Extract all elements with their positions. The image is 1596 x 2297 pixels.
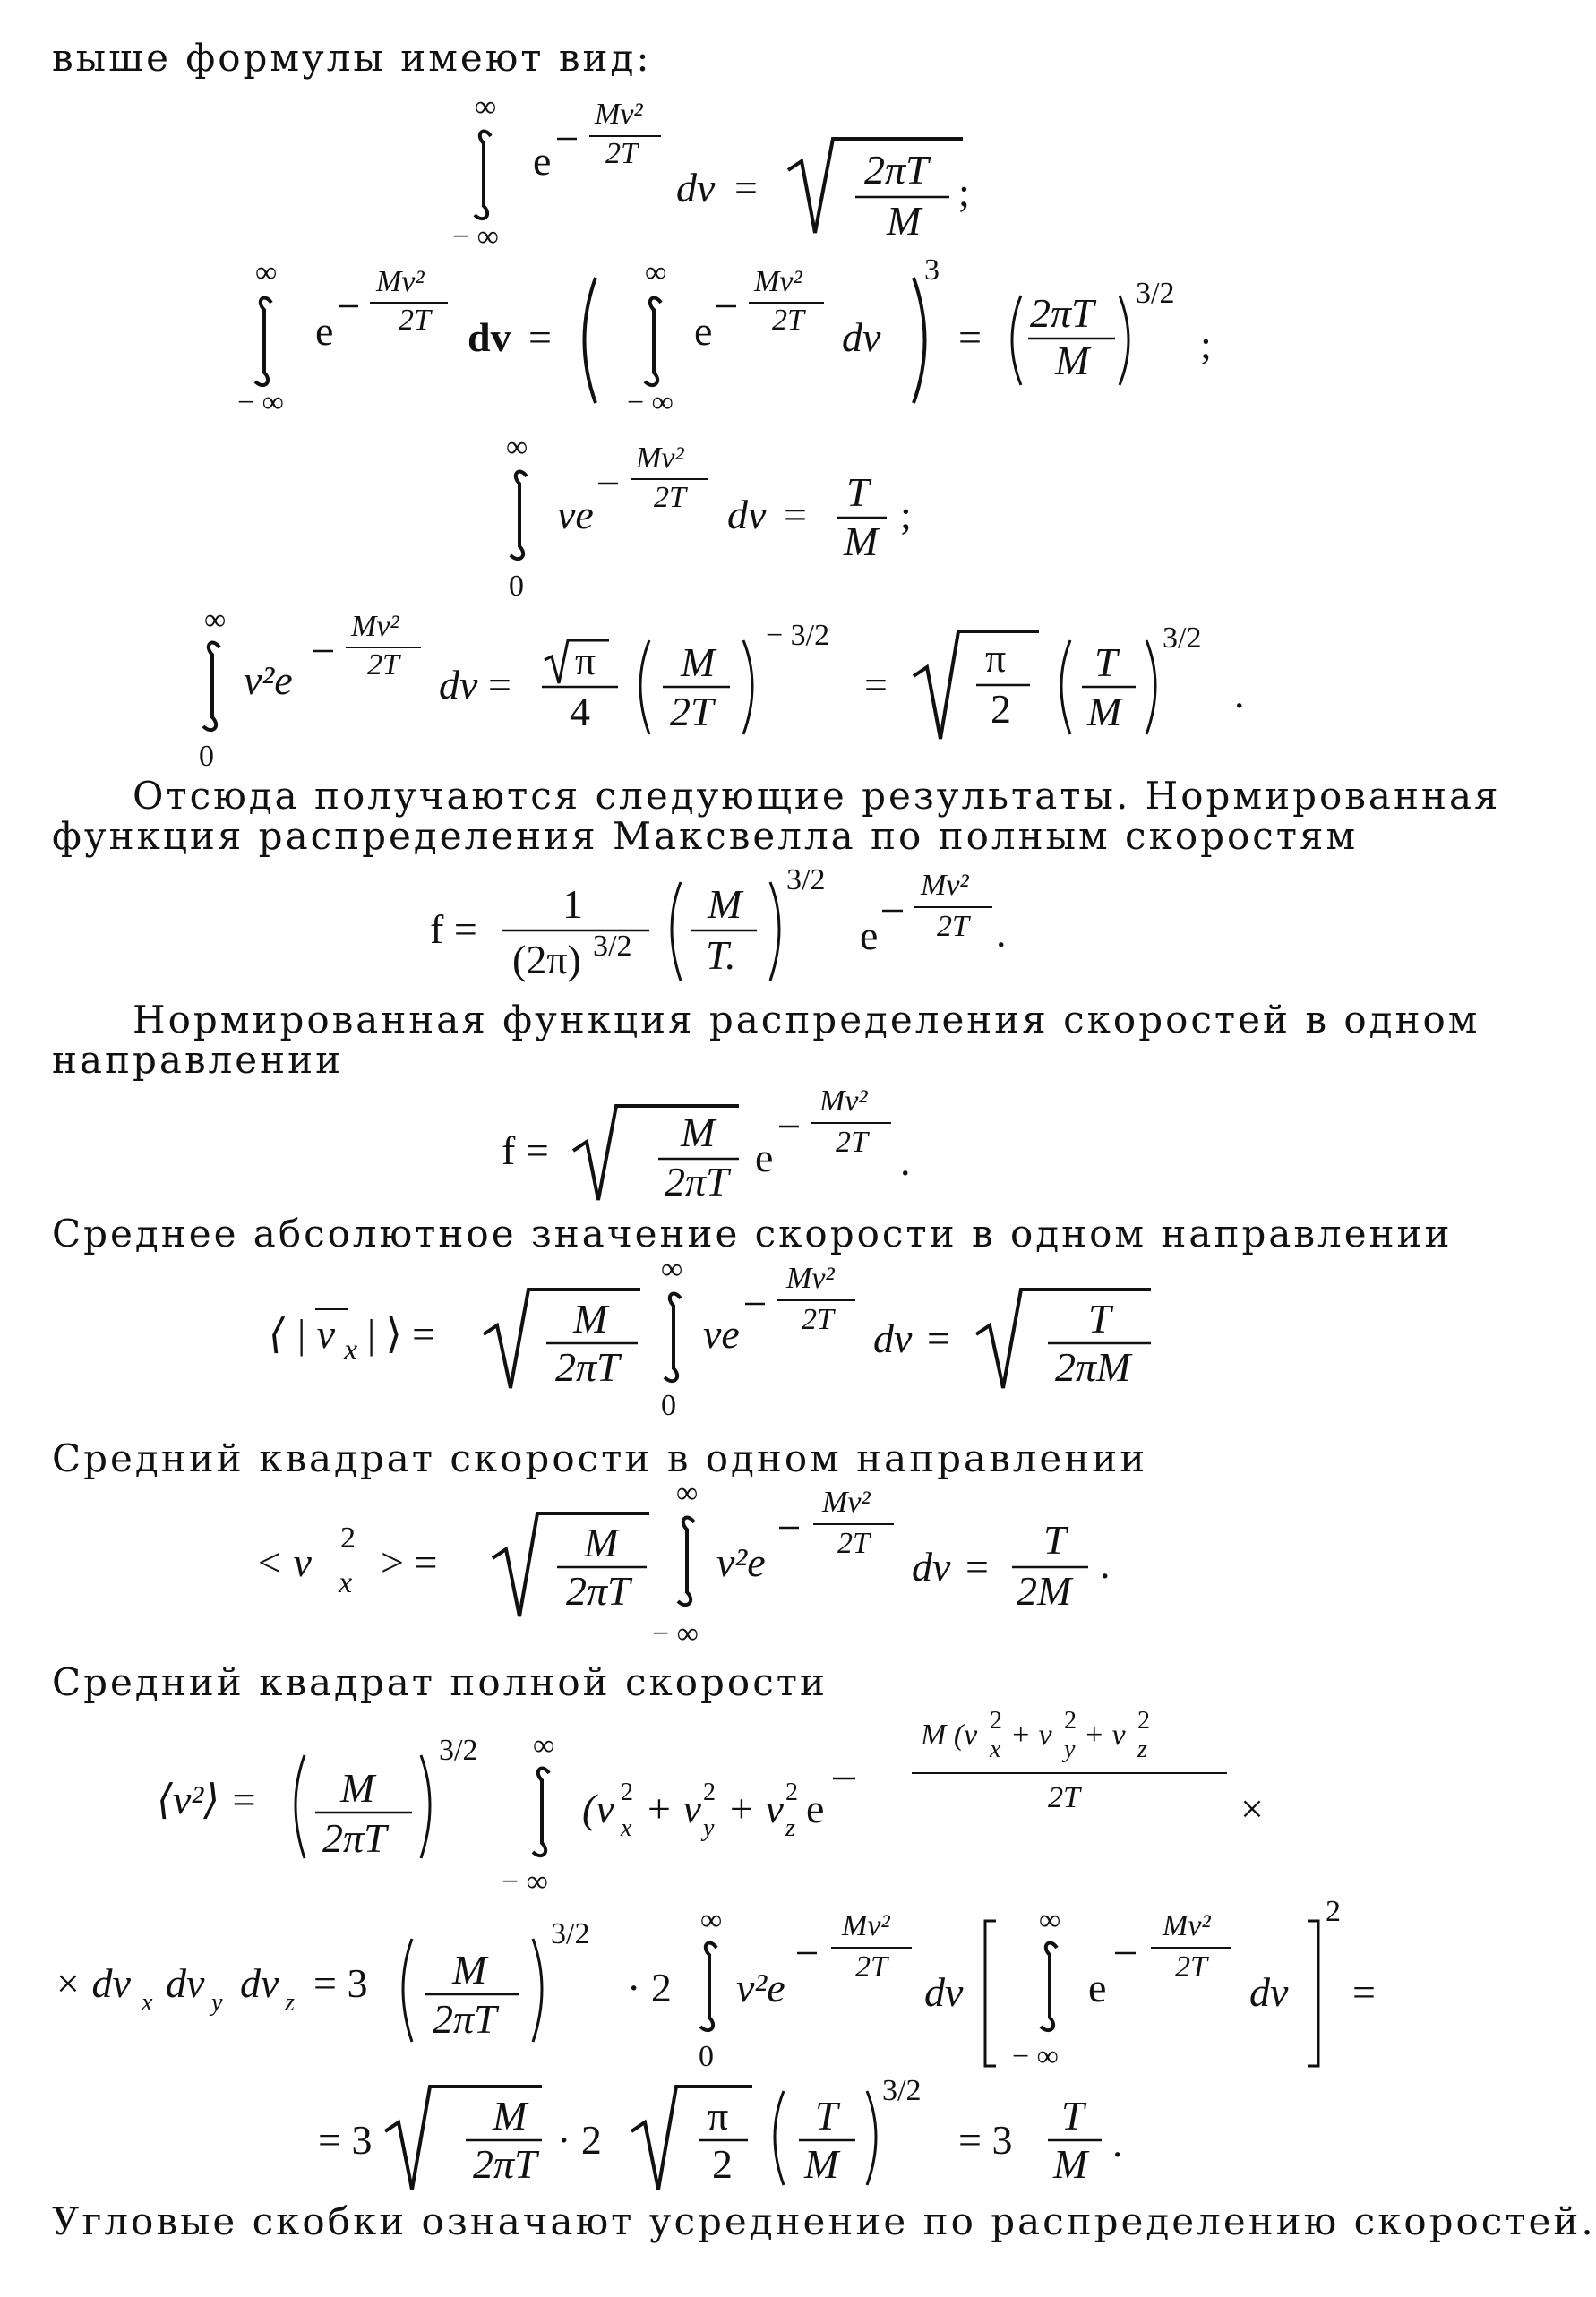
svg-text:⟨v²⟩ =: ⟨v²⟩ = (157, 1777, 258, 1822)
mean-sq-dir-text: Средний квадрат скорости в одном направлении (52, 1436, 1148, 1480)
svg-text:− ∞: − ∞ (627, 386, 674, 419)
svg-text:2T: 2T (654, 481, 686, 514)
svg-text:0: 0 (509, 570, 524, 603)
svg-text:= 3: = 3 (958, 2117, 1013, 2163)
svg-text:×: × (1240, 1786, 1264, 1831)
svg-text:M: M (681, 1110, 716, 1155)
svg-text:Mv²: Mv² (636, 441, 684, 475)
svg-text:> =: > = (381, 1539, 438, 1585)
svg-text:− ∞: − ∞ (502, 1865, 548, 1898)
formula-half-integral (0, 430, 1433, 603)
svg-text:M: M (1087, 689, 1122, 734)
svg-text:Mv²: Mv² (1163, 1909, 1211, 1942)
formula-mean-sq-full-1 (0, 1701, 1433, 1898)
svg-text:dv: dv (873, 1316, 913, 1361)
svg-text:3/2: 3/2 (551, 1917, 590, 1950)
svg-text:2T: 2T (367, 648, 399, 681)
svg-text:v²e: v²e (716, 1539, 766, 1585)
svg-text:x: x (990, 1736, 1001, 1763)
svg-text:− ∞: − ∞ (1012, 2040, 1059, 2073)
svg-text:=: = (965, 1544, 989, 1590)
svg-text:x: x (142, 1989, 153, 2017)
svg-text:M: M (493, 2093, 528, 2138)
svg-text:Mv²: Mv² (842, 1909, 890, 1942)
svg-text:∞: ∞ (700, 1904, 723, 1937)
formula-mean-sq-dir (0, 1478, 1433, 1657)
svg-text:3/2: 3/2 (1163, 621, 1202, 655)
svg-text:+ v: + v (1010, 1718, 1052, 1752)
svg-text:=: = (784, 492, 807, 537)
svg-text:< v: < v (255, 1539, 312, 1585)
mean-sq-full-text: Средний квадрат полной скорости (52, 1660, 828, 1704)
svg-text:2: 2 (990, 1707, 1002, 1735)
svg-text:∞: ∞ (533, 1729, 555, 1762)
svg-text:Mv²: Mv² (754, 265, 802, 298)
svg-text:Mv²: Mv² (351, 610, 399, 643)
svg-text:3: 3 (924, 253, 940, 287)
svg-text:dv: dv (166, 1960, 205, 2006)
svg-text:2πT: 2πT (433, 1996, 497, 2042)
svg-text:= 3: = 3 (318, 2117, 373, 2163)
svg-text:2πT: 2πT (665, 1159, 729, 1204)
svg-text:2T: 2T (1175, 1950, 1207, 1984)
exp-base: e (533, 138, 552, 184)
formula-gauss-integral (0, 90, 1433, 251)
svg-text:⟨ | v: ⟨ | v (269, 1311, 336, 1357)
formula-maxwell-1d (0, 1075, 1433, 1209)
svg-text:=: = (958, 314, 982, 360)
svg-text:2: 2 (621, 1778, 633, 1806)
semicolon: ; (958, 169, 970, 215)
svg-text:∞: ∞ (661, 1253, 683, 1286)
svg-text:2T: 2T (802, 1303, 834, 1336)
svg-text:dv: dv (924, 1969, 964, 2015)
svg-text:=: = (1352, 1969, 1376, 2015)
results-line-1: Отсюда получаются следующие результаты. Нормированная (133, 774, 1501, 818)
svg-text:e: e (860, 913, 879, 958)
svg-text:f =: f = (430, 906, 477, 952)
svg-text:Mv²: Mv² (921, 869, 969, 902)
svg-text:x: x (344, 1333, 358, 1367)
formula-mean-sq-full-3 (0, 2069, 1433, 2203)
svg-text:· 2: · 2 (557, 2117, 602, 2163)
svg-text:2M: 2M (1017, 1568, 1072, 1614)
svg-text:2πT: 2πT (473, 2141, 537, 2187)
svg-text:M: M (452, 1947, 487, 1993)
svg-text:2: 2 (991, 686, 1011, 732)
upper-limit: ∞ (475, 90, 497, 124)
svg-text:0: 0 (661, 1389, 676, 1422)
svg-text:e: e (806, 1786, 825, 1831)
svg-text:− 3/2: − 3/2 (766, 619, 830, 652)
svg-text:4: 4 (570, 689, 590, 734)
svg-text:e: e (1088, 1965, 1107, 2010)
svg-text:+ v: + v (645, 1786, 701, 1831)
svg-text:.: . (1112, 2120, 1123, 2165)
svg-text:− ∞: − ∞ (237, 386, 284, 419)
svg-text:M: M (584, 1520, 619, 1565)
svg-text:2T: 2T (399, 304, 431, 337)
svg-text:3/2: 3/2 (593, 930, 632, 963)
svg-text:=: = (488, 662, 511, 707)
svg-text:M: M (708, 881, 742, 927)
svg-text:2πT: 2πT (555, 1344, 620, 1390)
svg-text:M: M (804, 2141, 839, 2187)
svg-text:dv: dv (912, 1544, 951, 1590)
svg-text:∞: ∞ (1039, 1904, 1061, 1937)
formula-maxwell-full (0, 855, 1433, 999)
frac-den: M (887, 198, 922, 244)
svg-text:∞: ∞ (204, 604, 227, 637)
svg-text:;: ; (900, 492, 912, 537)
svg-text:3/2: 3/2 (439, 1734, 478, 1767)
svg-text:;: ; (1200, 321, 1212, 367)
svg-text:=: = (528, 314, 552, 360)
mean-abs-text: Среднее абсолютное значение скорости в одном направлении (52, 1212, 1453, 1256)
svg-text:ve: ve (703, 1311, 740, 1357)
svg-text:z: z (285, 1989, 295, 2017)
svg-text:2T: 2T (836, 1126, 868, 1159)
svg-text:y: y (703, 1814, 715, 1842)
svg-text:3/2: 3/2 (786, 863, 826, 896)
svg-text:.: . (900, 1138, 911, 1184)
svg-text:· 2: · 2 (627, 1965, 672, 2010)
svg-text:2: 2 (1137, 1707, 1150, 1735)
svg-text:+ v: + v (727, 1786, 784, 1831)
svg-text:M: M (844, 519, 879, 564)
svg-text:0: 0 (699, 2040, 714, 2073)
svg-text:.: . (1100, 1541, 1111, 1587)
svg-text:2T: 2T (855, 1950, 888, 1984)
svg-text:T: T (1094, 639, 1118, 685)
svg-text:e: e (315, 308, 334, 354)
svg-text:T: T (1088, 1296, 1111, 1341)
svg-text:π: π (575, 638, 596, 683)
formula-3d-gauss (0, 253, 1433, 421)
svg-text:=: = (864, 662, 888, 707)
svg-text:2: 2 (1326, 1895, 1341, 1928)
formula-mean-abs (0, 1254, 1433, 1424)
svg-text:dv: dv (468, 314, 511, 360)
svg-text:M: M (1053, 2141, 1088, 2187)
svg-text:M: M (681, 639, 716, 685)
formula-mean-sq-full-2 (0, 1894, 1433, 2073)
svg-text:2: 2 (712, 2141, 733, 2187)
svg-text:− ∞: − ∞ (652, 1617, 699, 1650)
svg-text:2: 2 (785, 1778, 798, 1806)
svg-text:2: 2 (340, 1521, 356, 1555)
svg-text:∞: ∞ (255, 256, 278, 289)
svg-text:T.: T. (706, 932, 736, 978)
svg-text:2T: 2T (837, 1527, 870, 1560)
svg-text:x: x (339, 1566, 353, 1599)
svg-text:× dv: × dv (54, 1960, 131, 2006)
svg-text:∞: ∞ (645, 256, 667, 289)
intro-text: выше формулы имеют вид: (52, 36, 652, 80)
integral-sign (475, 132, 491, 219)
svg-text:.: . (996, 910, 1007, 956)
lower-limit: − ∞ (452, 220, 499, 253)
one-dir-line-1: Нормированная функция распределения скоростей в одном (133, 998, 1480, 1041)
svg-text:π: π (985, 635, 1007, 681)
svg-text:.: . (1234, 671, 1245, 716)
one-dir-line-2: направлении (52, 1038, 344, 1082)
svg-text:2πT: 2πT (1030, 290, 1094, 336)
svg-text:3/2: 3/2 (882, 2074, 922, 2107)
svg-text:Mv²: Mv² (376, 265, 425, 298)
svg-text:∞: ∞ (506, 431, 528, 464)
svg-text:=: = (927, 1316, 950, 1361)
svg-text:T: T (1061, 2093, 1085, 2138)
svg-text:3/2: 3/2 (1136, 277, 1175, 310)
svg-text:2T: 2T (670, 689, 714, 734)
svg-text:π: π (708, 2093, 729, 2138)
svg-text:2πT: 2πT (322, 1815, 387, 1861)
svg-text:T: T (815, 2093, 838, 2138)
frac-num: 2πT (864, 147, 929, 193)
svg-text:M: M (1055, 338, 1090, 383)
svg-text:| ⟩ =: | ⟩ = (367, 1311, 436, 1357)
exp-den: 2T (605, 137, 638, 170)
closing-text: Угловые скобки означают усреднение по распределению скоростей. (52, 2199, 1596, 2243)
svg-text:y: y (1064, 1736, 1076, 1763)
svg-text:ve: ve (557, 492, 594, 537)
svg-text:dv: dv (439, 662, 478, 707)
svg-text:dv: dv (727, 492, 767, 537)
svg-text:dv: dv (1249, 1969, 1289, 2015)
svg-text:Mv²: Mv² (819, 1084, 868, 1118)
svg-text:(v: (v (582, 1786, 614, 1831)
svg-text:M: M (573, 1296, 608, 1341)
svg-text:f =: f = (502, 1127, 549, 1173)
results-line-2: функция распределения Максвелла по полным скоростям (52, 814, 1359, 858)
svg-text:∞: ∞ (676, 1477, 699, 1510)
svg-text:T: T (846, 469, 870, 515)
svg-text:2T: 2T (937, 910, 969, 943)
equals-sign: = (734, 165, 758, 210)
svg-text:2T: 2T (1048, 1781, 1080, 1814)
svg-text:2πT: 2πT (566, 1568, 631, 1614)
svg-text:z: z (785, 1814, 795, 1842)
svg-text:dv: dv (842, 314, 881, 360)
svg-text:(2π): (2π) (512, 937, 581, 982)
svg-text:e: e (755, 1135, 774, 1180)
svg-text:e: e (694, 308, 713, 354)
svg-text:0: 0 (199, 740, 214, 773)
svg-text:2πM: 2πM (1055, 1344, 1131, 1390)
svg-text:T: T (1043, 1517, 1067, 1563)
svg-text:z: z (1137, 1736, 1147, 1763)
svg-text:x: x (621, 1814, 632, 1842)
svg-text:2: 2 (703, 1778, 716, 1806)
svg-text:M: M (340, 1765, 375, 1811)
exp-num: Mv² (595, 98, 643, 131)
svg-text:Mv²: Mv² (786, 1262, 835, 1295)
svg-text:M (v: M (v (921, 1718, 978, 1752)
svg-text:+ v: + v (1084, 1718, 1126, 1752)
svg-text:2: 2 (1064, 1707, 1077, 1735)
svg-text:dv: dv (240, 1960, 279, 2006)
svg-text:y: y (211, 1989, 223, 2017)
dv: dv (676, 165, 716, 210)
svg-text:v²e: v²e (736, 1965, 785, 2010)
svg-text:Mv²: Mv² (822, 1486, 871, 1519)
formula-v2-integral (0, 604, 1433, 775)
svg-text:= 3: = 3 (313, 1960, 368, 2006)
svg-text:2T: 2T (772, 304, 804, 337)
svg-text:1: 1 (562, 881, 583, 927)
svg-text:v²e: v²e (244, 657, 293, 703)
